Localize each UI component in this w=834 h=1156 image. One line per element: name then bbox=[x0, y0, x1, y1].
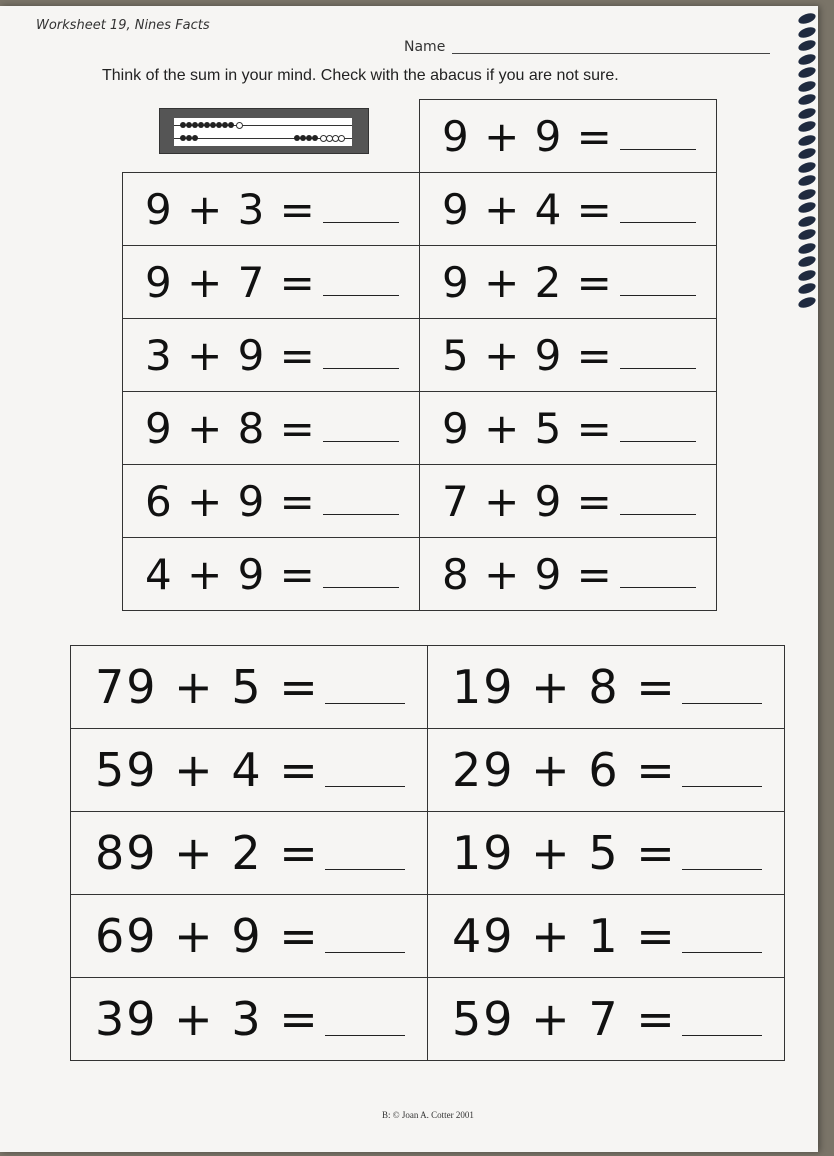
answer-blank[interactable] bbox=[323, 441, 399, 442]
binding-ring bbox=[797, 160, 817, 175]
answer-blank[interactable] bbox=[620, 587, 696, 588]
fact-row bbox=[71, 895, 785, 978]
binding-ring bbox=[797, 25, 817, 40]
fact-cell bbox=[71, 812, 428, 895]
answer-blank[interactable] bbox=[682, 786, 762, 787]
answer-blank[interactable] bbox=[325, 703, 405, 704]
fact-row bbox=[123, 538, 717, 611]
copyright-footer: B: © Joan A. Cotter 2001 bbox=[382, 1110, 474, 1120]
nines-facts-table bbox=[122, 99, 717, 611]
fact-expression: 19 + 5 = bbox=[452, 826, 677, 880]
answer-blank[interactable] bbox=[325, 952, 405, 953]
binding-ring bbox=[797, 11, 817, 26]
answer-blank[interactable] bbox=[682, 952, 762, 953]
fact-expression: 7 + 9 = bbox=[442, 476, 613, 526]
answer-blank[interactable] bbox=[325, 869, 405, 870]
fact-cell bbox=[428, 978, 785, 1061]
binding-ring bbox=[797, 65, 817, 80]
answer-blank[interactable] bbox=[620, 441, 696, 442]
fact-cell bbox=[123, 173, 420, 246]
abacus-cell bbox=[123, 100, 420, 173]
binding-ring bbox=[797, 133, 817, 148]
binding-ring bbox=[797, 241, 817, 256]
fact-expression: 4 + 9 = bbox=[145, 549, 316, 599]
abacus-icon bbox=[159, 108, 369, 154]
fact-row bbox=[123, 319, 717, 392]
fact-cell bbox=[420, 392, 717, 465]
binding-ring bbox=[797, 281, 817, 296]
fact-cell bbox=[123, 392, 420, 465]
answer-blank[interactable] bbox=[620, 514, 696, 515]
fact-cell bbox=[420, 319, 717, 392]
binding-ring bbox=[797, 146, 817, 161]
fact-row bbox=[71, 812, 785, 895]
fact-cell bbox=[428, 895, 785, 978]
binding-ring bbox=[797, 227, 817, 242]
fact-cell bbox=[71, 895, 428, 978]
fact-expression: 49 + 1 = bbox=[452, 909, 677, 963]
fact-cell bbox=[420, 538, 717, 611]
fact-expression: 89 + 2 = bbox=[95, 826, 320, 880]
answer-blank[interactable] bbox=[325, 1035, 405, 1036]
fact-expression: 69 + 9 = bbox=[95, 909, 320, 963]
binding-ring bbox=[797, 254, 817, 269]
fact-expression: 8 + 9 = bbox=[442, 549, 613, 599]
fact-expression: 9 + 3 = bbox=[145, 184, 316, 234]
fact-cell bbox=[420, 465, 717, 538]
fact-expression: 9 + 7 = bbox=[145, 257, 316, 307]
fact-expression: 29 + 6 = bbox=[452, 743, 677, 797]
binding-ring bbox=[797, 268, 817, 283]
fact-expression: 9 + 8 = bbox=[145, 403, 316, 453]
fact-expression: 59 + 4 = bbox=[95, 743, 320, 797]
fact-expression: 39 + 3 = bbox=[95, 992, 320, 1046]
answer-blank[interactable] bbox=[323, 587, 399, 588]
binding-ring bbox=[797, 92, 817, 107]
fact-expression: 6 + 9 = bbox=[145, 476, 316, 526]
fact-cell bbox=[71, 729, 428, 812]
fact-row bbox=[71, 646, 785, 729]
instructions: Think of the sum in your mind. Check with the abacus if you are not sure. bbox=[102, 67, 619, 84]
fact-row bbox=[123, 465, 717, 538]
fact-cell bbox=[420, 173, 717, 246]
fact-cell bbox=[123, 319, 420, 392]
answer-blank[interactable] bbox=[325, 786, 405, 787]
worksheet-title: Worksheet 19, Nines Facts bbox=[36, 18, 210, 33]
binding-ring bbox=[797, 79, 817, 94]
fact-cell bbox=[123, 246, 420, 319]
fact-cell bbox=[420, 100, 717, 173]
fact-row bbox=[123, 246, 717, 319]
answer-blank[interactable] bbox=[682, 1035, 762, 1036]
fact-expression: 9 + 4 = bbox=[442, 184, 613, 234]
binding-ring bbox=[797, 38, 817, 53]
answer-blank[interactable] bbox=[323, 222, 399, 223]
fact-cell bbox=[428, 646, 785, 729]
answer-blank[interactable] bbox=[620, 368, 696, 369]
name-label: Name bbox=[404, 39, 446, 55]
fact-expression: 79 + 5 = bbox=[95, 660, 320, 714]
fact-cell bbox=[428, 729, 785, 812]
fact-row bbox=[71, 978, 785, 1061]
worksheet-page bbox=[0, 6, 818, 1152]
binding-ring bbox=[797, 214, 817, 229]
fact-expression: 3 + 9 = bbox=[145, 330, 316, 380]
fact-row bbox=[123, 173, 717, 246]
fact-expression: 9 + 5 = bbox=[442, 403, 613, 453]
fact-expression: 19 + 8 = bbox=[452, 660, 677, 714]
answer-blank[interactable] bbox=[620, 295, 696, 296]
fact-expression: 9 + 2 = bbox=[442, 257, 613, 307]
fact-cell bbox=[123, 538, 420, 611]
name-field[interactable] bbox=[452, 53, 770, 54]
binding-ring bbox=[797, 119, 817, 134]
answer-blank[interactable] bbox=[682, 869, 762, 870]
fact-cell bbox=[71, 646, 428, 729]
fact-cell bbox=[428, 812, 785, 895]
answer-blank[interactable] bbox=[323, 514, 399, 515]
fact-row bbox=[71, 729, 785, 812]
fact-row bbox=[123, 392, 717, 465]
fact-expression: 59 + 7 = bbox=[452, 992, 677, 1046]
answer-blank[interactable] bbox=[323, 368, 399, 369]
spiral-binding bbox=[796, 14, 818, 314]
fact-cell bbox=[71, 978, 428, 1061]
fact-expression: 5 + 9 = bbox=[442, 330, 613, 380]
answer-blank[interactable] bbox=[620, 149, 696, 150]
fact-cell bbox=[123, 465, 420, 538]
binding-ring bbox=[797, 295, 817, 310]
binding-ring bbox=[797, 106, 817, 121]
answer-blank[interactable] bbox=[323, 295, 399, 296]
binding-ring bbox=[797, 200, 817, 215]
binding-ring bbox=[797, 173, 817, 188]
answer-blank[interactable] bbox=[682, 703, 762, 704]
binding-ring bbox=[797, 52, 817, 67]
fact-cell bbox=[420, 246, 717, 319]
fact-expression: 9 + 9 = bbox=[442, 111, 613, 161]
two-digit-nines-table bbox=[70, 645, 785, 1061]
binding-ring bbox=[797, 187, 817, 202]
answer-blank[interactable] bbox=[620, 222, 696, 223]
